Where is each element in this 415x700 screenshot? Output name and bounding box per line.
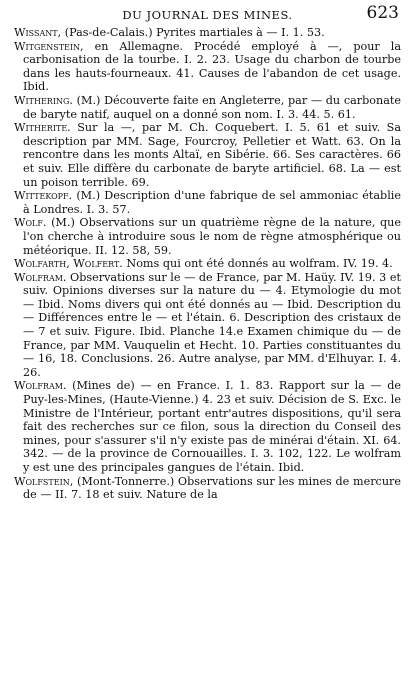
index-entry-wissant [14,26,401,40]
index-entry-wolfram [14,271,401,380]
entry-headword: Witgenstein [14,39,81,53]
entry-headword: Wolfram [14,270,63,284]
entry-headword: Withering [14,93,70,107]
index-entry-wolf [14,216,401,257]
entry-text: . (M.) Découverte faite en Angleterre, par — du carbonate de baryte natif, auquel on a donné son nom. I. 3. 44. 5. 61. [23,93,401,121]
index-entry-wolfram-mines [14,379,401,474]
index-entry-wolfstein [14,475,401,502]
entry-text: , (Pas-de-Calais.) Pyrites martiales à — I. 1. 53. [57,26,325,39]
entry-headword: Witherite [14,121,68,135]
entry-headword: Wittekopf [14,189,69,203]
entry-headword: Wissant [14,26,58,39]
entry-headword: Wolfram [14,379,63,393]
running-head [14,4,401,26]
entry-text: , (Mont-Tonnerre.) Observations sur les mines de mercure de — II. 7. 18 et suiv. Nature de la [23,474,401,502]
index-entry-withering [14,94,401,121]
entry-text: . (M.) Observations sur un quatrième règne de la nature, que l'on cherche à introduire sous le nom de règne atmosphérique ou météorique. II. 12. 58, 59. [23,216,401,257]
entry-text: . (Mines de) — en France. I. 1. 83. Rapport sur la — de Puy-les-Mines, (Haute-Vienne.) 4. 23 et suiv. Décision de S. Exc. le Ministre de l'Intérieur, portant entr'autres dispositions, qu'il sera fait des recherches sur ce filon, sous la direction du Conseil des mines, pour s'assurer s'il n'y existe pas de minérai d'étain. XI. 64. 342. — de la province de Cornouailles. I. 3. 102, 122. Le wolfram y est une des principales gangues de l'étain. Ibid. [23,379,401,474]
page-number: 623 [366,3,399,23]
entry-headword: Wolfstein [14,474,70,488]
running-title: DU JOURNAL DES MINES. [122,8,293,22]
index-entry-witherite [14,121,401,189]
entry-headword: Wolf [14,216,43,230]
entry-headword: Wolfarth, Wolfert [14,257,120,271]
index-entry-witgenstein [14,40,401,94]
entry-text: . Noms qui ont été donnés au wolfram. IV. 19. 4. [119,257,393,271]
entry-text: . Observations sur le — de France, par M. Haüy. IV. 19. 3 et suiv. Opinions diverses sur la nature du — 4. Etymologie du mot — Ibid. Noms divers qui ont été donnés au — Ibid. Description du — Différences entre le — et l'étain. 6. Description des cristaux de — 7 et suiv. Figure. Ibid. Planche 14.e Examen chimique du — de France, par MM. Vauquelin et Hecht. 10. Parties constituantes du — 16, 18. Conclusions. 26. Autre analyse, par MM. d'Elhuyar. I. 4. 26. [23,270,401,379]
entry-text: . Sur la —, par M. Ch. Coquebert. I. 5. 61 et suiv. Sa description par MM. Sage, Fourcroy, Pelletier et Watt. 63. On la rencontre dans les monts Altaï, en Sibérie. 66. Ses caractères. 66 et suiv. Elle diffère du carbonate de baryte artificiel. 68. La — est un poison terrible. 69. [23,121,401,189]
index-entry-wolfarth [14,257,401,271]
index-entry-wittekopf [14,189,401,216]
entry-text: . (M.) Description d'une fabrique de sel ammoniac établie à Londres. I. 3. 57. [23,189,401,216]
entry-text: , en Allemagne. Procédé employé à —, pour la carbonisation de la tourbe. I. 2. 23. Usage du charbon de tourbe dans les hauts-fourneaux. 41. Causes de l'abandon de cet usage. Ibid. [23,39,401,94]
